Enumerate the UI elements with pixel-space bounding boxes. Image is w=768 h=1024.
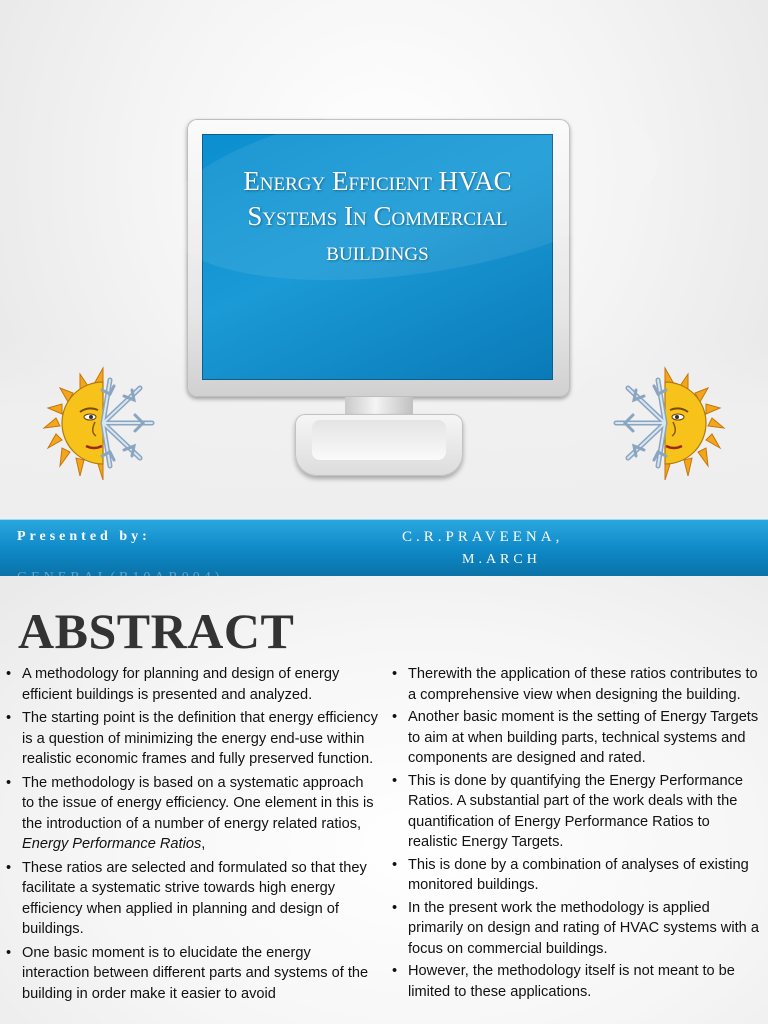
bullet-icon: •	[392, 666, 398, 682]
bullet-icon: •	[392, 772, 398, 789]
list-item: • Another basic moment is the setting of Energy Targets to aim at when building parts, technical systems and components are designed and rated.	[392, 709, 759, 766]
sun-snowflake-icon	[602, 360, 728, 486]
abstract-heading: ABSTRACT	[18, 603, 295, 659]
bullet-icon: •	[6, 774, 12, 791]
presenter-name: C.R.PRAVEENA,	[402, 529, 564, 545]
bullet-icon: •	[392, 963, 398, 979]
bullet-icon: •	[392, 899, 398, 916]
list-item: • This is done by quantifying the Energy Performance Ratios. A substantial part of the work deals with the quantification of Energy Performance Ratios to realistic Energy Targets.	[392, 772, 744, 850]
presenter-degree: M.ARCH	[462, 552, 541, 567]
abstract-left-column	[6, 664, 378, 1007]
abstract-slide	[0, 576, 768, 1024]
list-item: • A methodology for planning and design of energy efficient buildings is presented and analyzed.	[6, 666, 340, 703]
monitor-base-highlight	[312, 420, 446, 460]
list-item: • The methodology is based on a systematic approach to the issue of energy efficiency. One element in this is the introduction of a number of energy related ratios, Energy Performance Ratios,	[6, 774, 374, 852]
list-item: • Therewith the application of these ratios contributes to a comprehensive view when designing the building.	[392, 666, 758, 703]
bullet-icon: •	[6, 710, 12, 726]
bullet-icon: •	[6, 859, 12, 876]
slide-title: Energy Efficient HVAC Systems In Commercial buildings	[243, 166, 512, 266]
sun-snowflake-icon	[40, 360, 166, 486]
list-item: • The starting point is the definition that energy efficiency is a question of minimizing the energy end-use within realistic economic frames and fully preserved function.	[6, 710, 378, 767]
bullet-icon: •	[392, 709, 398, 725]
bullet-icon: •	[6, 944, 12, 961]
list-item: • This is done by a combination of analyses of existing monitored buildings.	[392, 856, 749, 893]
abstract-right-column	[392, 664, 762, 1004]
list-item: • These ratios are selected and formulated so that they facilitate a systematic strive towards high energy efficiency when applied in planning and design of buildings.	[6, 859, 367, 937]
list-item: • However, the methodology itself is not meant to be limited to these applications.	[392, 963, 735, 1000]
list-item: • One basic moment is to elucidate the energy interaction between different parts and systems of the building in order make it easier to avoid	[6, 944, 369, 1002]
monitor-screen	[202, 134, 553, 380]
bullet-icon: •	[392, 856, 398, 873]
bullet-icon: •	[6, 666, 12, 682]
energy-performance-ratios-term: Energy Performance Ratios	[22, 836, 202, 852]
presenter-band	[0, 520, 768, 576]
list-item: • In the present work the methodology is applied primarily on design and rating of HVAC systems with a focus on commercial buildings.	[392, 899, 759, 957]
presented-by-label: Presented by:	[17, 529, 151, 544]
